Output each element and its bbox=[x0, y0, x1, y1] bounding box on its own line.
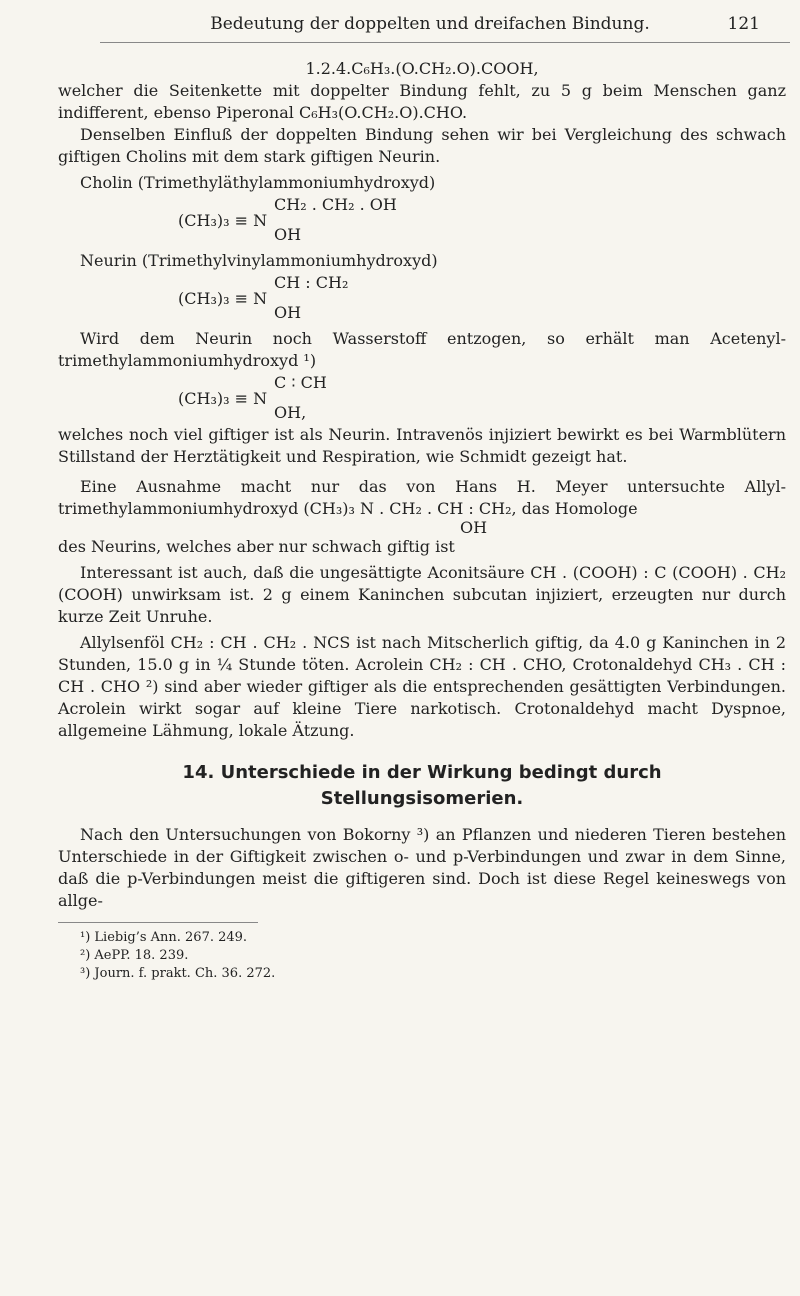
footnote-rule bbox=[58, 922, 258, 923]
cholin-formula-main: (CH₃)₃ ≡ N bbox=[178, 211, 268, 230]
paragraph-1: welcher die Seitenkette mit doppelter Bindung fehlt, zu 5 g beim Menschen ganz indifferent, ebenso Piperonal C₆H₃(O.CH₂.O).CHO. bbox=[58, 81, 786, 122]
acetenyl-formula-main: (CH₃)₃ ≡ N bbox=[178, 389, 268, 408]
neurin-label: Neurin (Trimethylvinylammoniumhydroxyd) bbox=[80, 251, 438, 270]
paragraph-3: Wird dem Neurin noch Wasserstoff entzogen, so erhält man Acetenyl-trimethylammoniumhydroxyd ¹) bbox=[58, 329, 786, 370]
footnote-2: ²) AePP. 18. 239. bbox=[80, 948, 189, 963]
paragraph-5: Eine Ausnahme macht nur das von Hans H. Meyer untersuchte Allyl-trimethylammoniumhydroxyd (CH₃)₃ N . CH₂ . CH : CH₂, das Homologe bbox=[58, 477, 786, 518]
paragraph-8: Nach den Untersuchungen von Bokorny ³) an Pflanzen und niederen Tieren bestehen Unterschiede in der Giftigkeit zwischen o- und p-Verbindungen und zwar in dem Sinne, daß die p-Verbindungen meist die giftigeren sind. Doch ist diese Regel keineswegs von allge- bbox=[58, 825, 786, 910]
formula-top: 1.2.4.C₆H₃.(O.CH₂.O).COOH, bbox=[305, 59, 539, 78]
page-number: 121 bbox=[727, 14, 760, 34]
paragraph-4: welches noch viel giftiger ist als Neurin. Intravenös injiziert bewirkt es bei Warmblütern Stillstand der Herztätigkeit und Respiration, wie Schmidt gezeigt hat. bbox=[58, 425, 786, 466]
cholin-formula-upper: CH₂ . CH₂ . OH bbox=[274, 195, 397, 214]
cholin-formula bbox=[58, 194, 786, 246]
paragraph-6: Interessant ist auch, daß die ungesättigte Aconitsäure CH . (COOH) : C (COOH) . CH₂ (COOH) unwirksam ist. 2 g einem Kaninchen subcutan injiziert, erzeugten nur durch kurze Zeit Unruhe. bbox=[58, 563, 786, 626]
paragraph-5-oh: OH bbox=[460, 518, 488, 537]
neurin-formula-lower: OH bbox=[274, 303, 302, 322]
running-head: Bedeutung der doppelten und dreifachen Bindung. bbox=[210, 14, 650, 34]
section-title: 14. Unterschiede in der Wirkung bedingt durch Stellungsisomerien. bbox=[182, 762, 662, 809]
acetenyl-formula-lower: OH, bbox=[274, 403, 307, 422]
neurin-formula-main: (CH₃)₃ ≡ N bbox=[178, 289, 268, 308]
neurin-formula-upper: CH : CH₂ bbox=[274, 273, 349, 292]
cholin-formula-lower: OH bbox=[274, 225, 302, 244]
paragraph-2: Denselben Einfluß der doppelten Bindung sehen wir bei Vergleichung des schwach giftigen Cholins mit dem stark giftigen Neurin. bbox=[58, 125, 786, 166]
acetenyl-formula-upper: C ∶ CH bbox=[274, 373, 327, 392]
footnote-3: ³) Journ. f. prakt. Ch. 36. 272. bbox=[80, 966, 276, 981]
footnote-1: ¹) Liebig’s Ann. 267. 249. bbox=[80, 930, 248, 945]
paragraph-7: Allylsenföl CH₂ : CH . CH₂ . NCS ist nach Mitscherlich giftig, da 4.0 g Kaninchen in 2 Stunden, 15.0 g in ¼ Stunde töten. Acrolein CH₂ : CH . CHO, Crotonaldehyd CH₃ . CH : CH . CHO ²) sind aber wieder giftiger als die entsprechenden gesättigten Verbindungen. Acrolein wirkt sogar auf kleine Tiere narkotisch. Crotonaldehyd macht Dyspnoe, allgemeine Lähmung, lokale Ätzung. bbox=[58, 633, 786, 740]
neurin-formula bbox=[58, 272, 786, 324]
acetenyl-formula bbox=[58, 372, 786, 424]
cholin-label: Cholin (Trimethyläthylammoniumhydroxyd) bbox=[80, 173, 436, 192]
paragraph-5-end: des Neurins, welches aber nur schwach giftig ist bbox=[58, 537, 455, 556]
header-rule bbox=[100, 42, 790, 43]
main-text bbox=[58, 58, 786, 983]
